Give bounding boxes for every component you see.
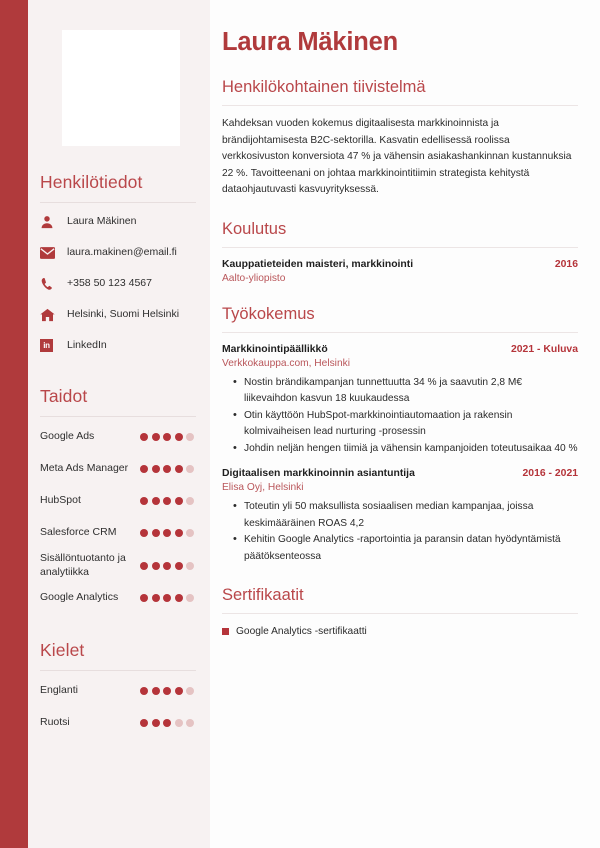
- linkedin-icon: [40, 339, 62, 352]
- rating-dot: [186, 433, 194, 441]
- rating-dot: [175, 562, 183, 570]
- skill-item-label: HubSpot: [40, 494, 81, 507]
- rating-dot: [163, 497, 171, 505]
- rating-dot: [140, 594, 148, 602]
- contact-item-name: [40, 207, 196, 236]
- experience-entry-subtitle: Elisa Oyj, Helsinki: [222, 482, 304, 494]
- experience-entry: [222, 468, 578, 565]
- rating-dot: [186, 529, 194, 537]
- experience-entry: [222, 344, 578, 458]
- skills-list: [40, 421, 196, 614]
- skills-heading: Taidot: [40, 386, 88, 406]
- skill-item: [40, 453, 196, 485]
- rating-dot: [140, 562, 148, 570]
- languages-heading: Kielet: [40, 640, 85, 661]
- contact-address-text: Helsinki, Suomi Helsinki: [67, 307, 180, 320]
- rating-dot: [186, 594, 194, 602]
- certificates-heading: Sertifikaatit: [222, 586, 304, 605]
- rating-dot: [175, 719, 183, 727]
- education-entry-subtitle: Aalto-yliopisto: [222, 272, 286, 284]
- bullet-item: • Toteutin yli 50 maksullista sosiaalisen median kampanjaa, joissa keskimääräinen ROAS 4,2: [244, 499, 578, 532]
- photo-container: [28, 0, 210, 146]
- experience-entry-date: 2021 - Kuluva: [511, 343, 578, 355]
- rating-dot: [140, 529, 148, 537]
- rating-dot: [163, 529, 171, 537]
- contact-phone-text: +358 50 123 4567: [67, 276, 152, 289]
- certificate-item: Google Analytics -sertifikaatti: [222, 624, 578, 640]
- divider: [222, 332, 578, 333]
- skill-item: [40, 485, 196, 517]
- education-list: [222, 259, 578, 284]
- contact-item-email[interactable]: [40, 238, 196, 267]
- summary-heading: Henkilökohtainen tiivistelmä: [222, 78, 426, 96]
- language-item: [40, 675, 196, 707]
- divider: [222, 613, 578, 614]
- experience-entry-title: Digitaalisen markkinoinnin asiantuntija: [222, 468, 415, 480]
- rating-dot: [163, 465, 171, 473]
- rating-dot: [175, 529, 183, 537]
- rating-dot: [152, 594, 160, 602]
- rating-dot: [140, 465, 148, 473]
- rating-dot: [140, 719, 148, 727]
- experience-entry-title: Markkinointipäällikkö: [222, 343, 328, 355]
- education-entry-header: [222, 259, 578, 270]
- contact-linkedin-text: LinkedIn: [67, 338, 107, 351]
- rating-dot: [163, 562, 171, 570]
- education-heading: Koulutus: [222, 219, 287, 238]
- rating-dot: [186, 562, 194, 570]
- profile-photo-placeholder: [62, 30, 180, 146]
- experience-entry-date: 2016 - 2021: [522, 468, 578, 480]
- experience-entry-bullets: [222, 375, 578, 458]
- languages-list: [40, 675, 196, 739]
- rating-dot: [163, 719, 171, 727]
- certificates-list: [222, 624, 578, 640]
- language-item-label: Englanti: [40, 684, 78, 697]
- rating-dot: [186, 497, 194, 505]
- skill-item-label: Salesforce CRM: [40, 526, 117, 539]
- phone-icon: [40, 277, 62, 291]
- rating-dot: [186, 687, 194, 695]
- personal-details-heading: Henkilötiedot: [40, 172, 143, 192]
- experience-list: [222, 344, 578, 566]
- contact-item-linkedin[interactable]: [40, 331, 196, 360]
- rating-dot: [175, 497, 183, 505]
- divider: [40, 202, 196, 203]
- bullet-item: • Otin käyttöön HubSpot-markkinointiautomaation ja rakensin kolmivaiheisen lead nurturing -prosessin: [244, 408, 578, 441]
- education-entry-title: Kauppatieteiden maisteri, markkinointi: [222, 258, 414, 270]
- experience-entry-subtitle: Verkkokauppa.com, Helsinki: [222, 357, 350, 369]
- bullet-item: • Kehitin Google Analytics -raportointia ja paransin datan hyödyntämistä päätöksenteossa: [244, 532, 578, 565]
- rating-dot: [140, 497, 148, 505]
- rating-dot: [175, 594, 183, 602]
- skill-item: [40, 582, 196, 614]
- skill-item-label: Google Analytics: [40, 591, 119, 604]
- rating-dot: [152, 497, 160, 505]
- bullet-item: • Johdin neljän hengen tiimiä ja vähensin kampanjoiden toteutusaikaa 40 %: [244, 441, 578, 458]
- language-item-label: Ruotsi: [40, 716, 70, 729]
- rating-dot: [152, 465, 160, 473]
- skill-item: [40, 549, 196, 582]
- rating-dot: [175, 433, 183, 441]
- rating-dot: [163, 433, 171, 441]
- skill-item-rating: [140, 497, 196, 505]
- rating-dot: [140, 433, 148, 441]
- skill-item-rating: [140, 529, 196, 537]
- skill-item: [40, 517, 196, 549]
- experience-entry-header: [222, 468, 578, 479]
- language-item: [40, 707, 196, 739]
- sidebar-sections: [28, 172, 210, 739]
- skill-item-label: Meta Ads Manager: [40, 462, 129, 475]
- skill-item-rating: [140, 433, 196, 441]
- experience-entry-header: [222, 344, 578, 355]
- contact-name-text: Laura Mäkinen: [67, 214, 137, 227]
- rating-dot: [152, 719, 160, 727]
- main-content: [210, 0, 600, 848]
- home-icon: [40, 308, 62, 322]
- rating-dot: [186, 465, 194, 473]
- rating-dot: [186, 719, 194, 727]
- skill-item-rating: [140, 465, 196, 473]
- left-accent-stripe: [0, 0, 28, 848]
- rating-dot: [140, 687, 148, 695]
- envelope-icon: [40, 247, 62, 259]
- skill-item-rating: [140, 562, 196, 570]
- skill-item-rating: [140, 594, 196, 602]
- skill-item-label: Google Ads: [40, 430, 95, 443]
- language-item-rating: [140, 687, 196, 695]
- rating-dot: [163, 687, 171, 695]
- person-icon: [40, 215, 62, 229]
- divider: [222, 105, 578, 106]
- experience-heading: Työkokemus: [222, 304, 315, 323]
- divider: [40, 416, 196, 417]
- contact-item-address: [40, 300, 196, 329]
- education-entry-date: 2016: [554, 258, 578, 270]
- linkedin-glyph: in: [40, 339, 53, 352]
- divider: [222, 247, 578, 248]
- page-title: Laura Mäkinen: [222, 28, 398, 56]
- contact-email-text: laura.makinen@email.fi: [67, 245, 177, 258]
- rating-dot: [175, 465, 183, 473]
- experience-entry-bullets: [222, 499, 578, 565]
- divider: [40, 670, 196, 671]
- skill-item: [40, 421, 196, 453]
- rating-dot: [175, 687, 183, 695]
- bullet-item: • Nostin brändikampanjan tunnettuutta 34 % ja saavutin 2,8 M€ liikevaihdon kasvun 18 kuukaudessa: [244, 375, 578, 408]
- rating-dot: [163, 594, 171, 602]
- rating-dot: [152, 687, 160, 695]
- summary-text: Kahdeksan vuoden kokemus digitaalisesta markkinoinnista ja brändijohtamisesta B2C-sektorilla. Kasvatin edellisessä roolissa verkkosivuston konversiota 47 % ja vähensin asiakashankinnan kustannuksia 22 %. Tavoitteenani on johtaa markkinointitiimin strategista kehitystä dataohjautuvasti kasvuyrityksessä.: [222, 118, 572, 196]
- language-item-rating: [140, 719, 196, 727]
- skill-item-label: Sisällöntuotanto ja analytiikka: [40, 552, 126, 578]
- contact-item-phone[interactable]: [40, 269, 196, 298]
- rating-dot: [152, 433, 160, 441]
- education-entry: [222, 259, 578, 284]
- rating-dot: [152, 562, 160, 570]
- sidebar: [28, 0, 210, 848]
- contact-list: [40, 207, 196, 360]
- rating-dot: [152, 529, 160, 537]
